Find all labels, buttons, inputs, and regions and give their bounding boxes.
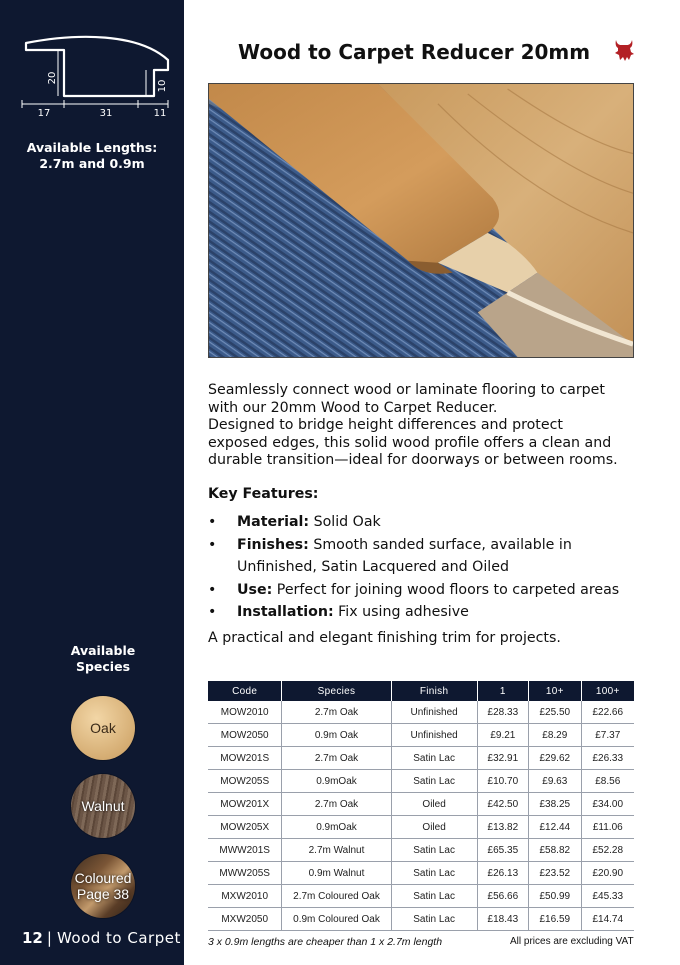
feature-label: Use: [237, 581, 273, 598]
feature-item [208, 579, 638, 602]
feature-item [208, 534, 638, 579]
description-line: Designed to bridge height differences and protect [208, 417, 563, 433]
feature-label: Finishes: [237, 536, 309, 553]
table-cell: Satin Lac [391, 862, 477, 885]
description-line: exposed edges, this solid wood profile offers a clean and [208, 434, 612, 451]
table-row [208, 724, 634, 747]
table-cell: MXW2050 [208, 908, 282, 931]
table-cell: MOW205X [208, 816, 282, 839]
table-header-row [208, 681, 634, 701]
table-cell: £9.21 [477, 724, 528, 747]
feature-item [208, 601, 638, 624]
key-features-heading: Key Features: [208, 486, 319, 502]
table-cell: £32.91 [477, 747, 528, 770]
table-cell: MXW2010 [208, 885, 282, 908]
table-row [208, 793, 634, 816]
col-price-10: 10+ [529, 681, 581, 701]
available-lengths-value: 2.7m and 0.9m [39, 156, 145, 171]
table-cell: 2.7m Coloured Oak [282, 885, 391, 908]
available-lengths [0, 140, 184, 172]
table-cell: £13.82 [477, 816, 528, 839]
table-cell: £10.70 [477, 770, 528, 793]
table-row [208, 908, 634, 931]
description-line: with our 20mm Wood to Carpet Reducer. [208, 399, 498, 416]
table-cell: £12.44 [529, 816, 581, 839]
table-cell: £58.82 [529, 839, 581, 862]
reducer-profile-diagram [18, 28, 178, 120]
table-cell: £65.35 [477, 839, 528, 862]
table-cell: £45.33 [581, 885, 634, 908]
table-row [208, 701, 634, 724]
table-cell: Satin Lac [391, 747, 477, 770]
table-cell: 0.9mOak [282, 816, 391, 839]
table-cell: MWW201S [208, 839, 282, 862]
table-cell: £14.74 [581, 908, 634, 931]
species-heading-line-1: Available [70, 643, 136, 658]
bull-icon [613, 38, 635, 62]
table-cell: Satin Lac [391, 908, 477, 931]
dim-width-a: 17 [37, 108, 51, 119]
product-photo [208, 83, 634, 358]
table-row [208, 885, 634, 908]
table-cell: MOW205S [208, 770, 282, 793]
table-cell: 0.9m Oak [282, 724, 391, 747]
table-cell: Satin Lac [391, 885, 477, 908]
table-cell: £11.06 [581, 816, 634, 839]
table-cell: Unfinished [391, 701, 477, 724]
table-cell: MOW201X [208, 793, 282, 816]
coloured-swatch-label: Coloured [74, 870, 132, 886]
table-row [208, 816, 634, 839]
available-species-heading [0, 643, 206, 675]
table-cell: £23.52 [529, 862, 581, 885]
price-table [208, 681, 634, 931]
table-cell: 0.9m Walnut [282, 862, 391, 885]
table-cell: £38.25 [529, 793, 581, 816]
table-row [208, 839, 634, 862]
product-description [208, 382, 638, 470]
table-cell: £50.99 [529, 885, 581, 908]
closing-statement: A practical and elegant finishing trim for projects. [208, 630, 561, 646]
table-cell: 2.7m Oak [282, 701, 391, 724]
table-body [208, 701, 634, 931]
col-species: Species [282, 681, 391, 701]
table-cell: 0.9m Coloured Oak [282, 908, 391, 931]
table-cell: MWW205S [208, 862, 282, 885]
feature-item [208, 511, 638, 534]
table-cell: £16.59 [529, 908, 581, 931]
feature-text: Solid Oak [309, 514, 381, 530]
section-name: Wood to Carpet [56, 929, 181, 947]
dim-height-right: 10 [157, 79, 168, 93]
col-price-1: 1 [477, 681, 528, 701]
walnut-swatch [71, 774, 135, 838]
coloured-swatch [71, 854, 135, 918]
oak-swatch-label: Oak [90, 720, 116, 736]
table-cell: 2.7m Oak [282, 747, 391, 770]
key-features-list [208, 511, 638, 624]
table-cell: £26.33 [581, 747, 634, 770]
feature-text: Smooth sanded surface, available in Unfinished, Satin Lacquered and Oiled [237, 536, 572, 575]
table-cell: £42.50 [477, 793, 528, 816]
table-cell: £8.56 [581, 770, 634, 793]
table-cell: MOW201S [208, 747, 282, 770]
col-finish: Finish [391, 681, 477, 701]
page-number: 12 [22, 929, 43, 947]
footer-separator: | [46, 929, 52, 947]
table-cell: £9.63 [529, 770, 581, 793]
table-cell: £52.28 [581, 839, 634, 862]
walnut-swatch-label: Walnut [81, 798, 125, 814]
dim-height-left: 20 [47, 71, 58, 85]
available-lengths-label: Available Lengths: [26, 140, 158, 155]
species-heading-line-2: Species [75, 659, 131, 674]
description-line: Seamlessly connect wood or laminate flooring to carpet [208, 382, 605, 398]
oak-swatch [71, 696, 135, 760]
feature-label: Material: [237, 514, 310, 530]
table-row [208, 747, 634, 770]
col-price-100: 100+ [581, 681, 634, 701]
vat-note: All prices are excluding VAT [510, 936, 634, 947]
table-cell: 2.7m Walnut [282, 839, 391, 862]
feature-text: Fix using adhesive [333, 604, 469, 620]
table-cell: Satin Lac [391, 770, 477, 793]
table-cell: £25.50 [529, 701, 581, 724]
feature-label: Installation: [237, 604, 334, 620]
dim-width-c: 11 [153, 108, 167, 119]
table-cell: £18.43 [477, 908, 528, 931]
table-cell: £8.29 [529, 724, 581, 747]
sidebar [0, 0, 184, 965]
table-cell: Oiled [391, 793, 477, 816]
table-cell: 2.7m Oak [282, 793, 391, 816]
table-cell: £28.33 [477, 701, 528, 724]
table-cell: £22.66 [581, 701, 634, 724]
table-cell: £20.90 [581, 862, 634, 885]
table-cell: £26.13 [477, 862, 528, 885]
col-code: Code [208, 681, 282, 701]
page-footer [22, 929, 181, 947]
table-cell: MOW2010 [208, 701, 282, 724]
table-row [208, 770, 634, 793]
table-cell: Satin Lac [391, 839, 477, 862]
table-cell: £7.37 [581, 724, 634, 747]
table-cell: 0.9mOak [282, 770, 391, 793]
table-cell: £34.00 [581, 793, 634, 816]
table-cell: MOW2050 [208, 724, 282, 747]
table-cell: Unfinished [391, 724, 477, 747]
feature-text: Perfect for joining wood floors to carpeted areas [272, 581, 620, 598]
page-title: Wood to Carpet Reducer 20mm [238, 40, 591, 64]
coloured-swatch-page: Page 38 [76, 886, 130, 902]
description-line: durable transition—ideal for doorways or between rooms. [208, 452, 618, 468]
dim-width-b: 31 [99, 108, 113, 119]
table-cell: £29.62 [529, 747, 581, 770]
length-note: 3 x 0.9m lengths are cheaper than 1 x 2.7m length [208, 936, 443, 948]
table-cell: Oiled [391, 816, 477, 839]
table-cell: £56.66 [477, 885, 528, 908]
table-row [208, 862, 634, 885]
